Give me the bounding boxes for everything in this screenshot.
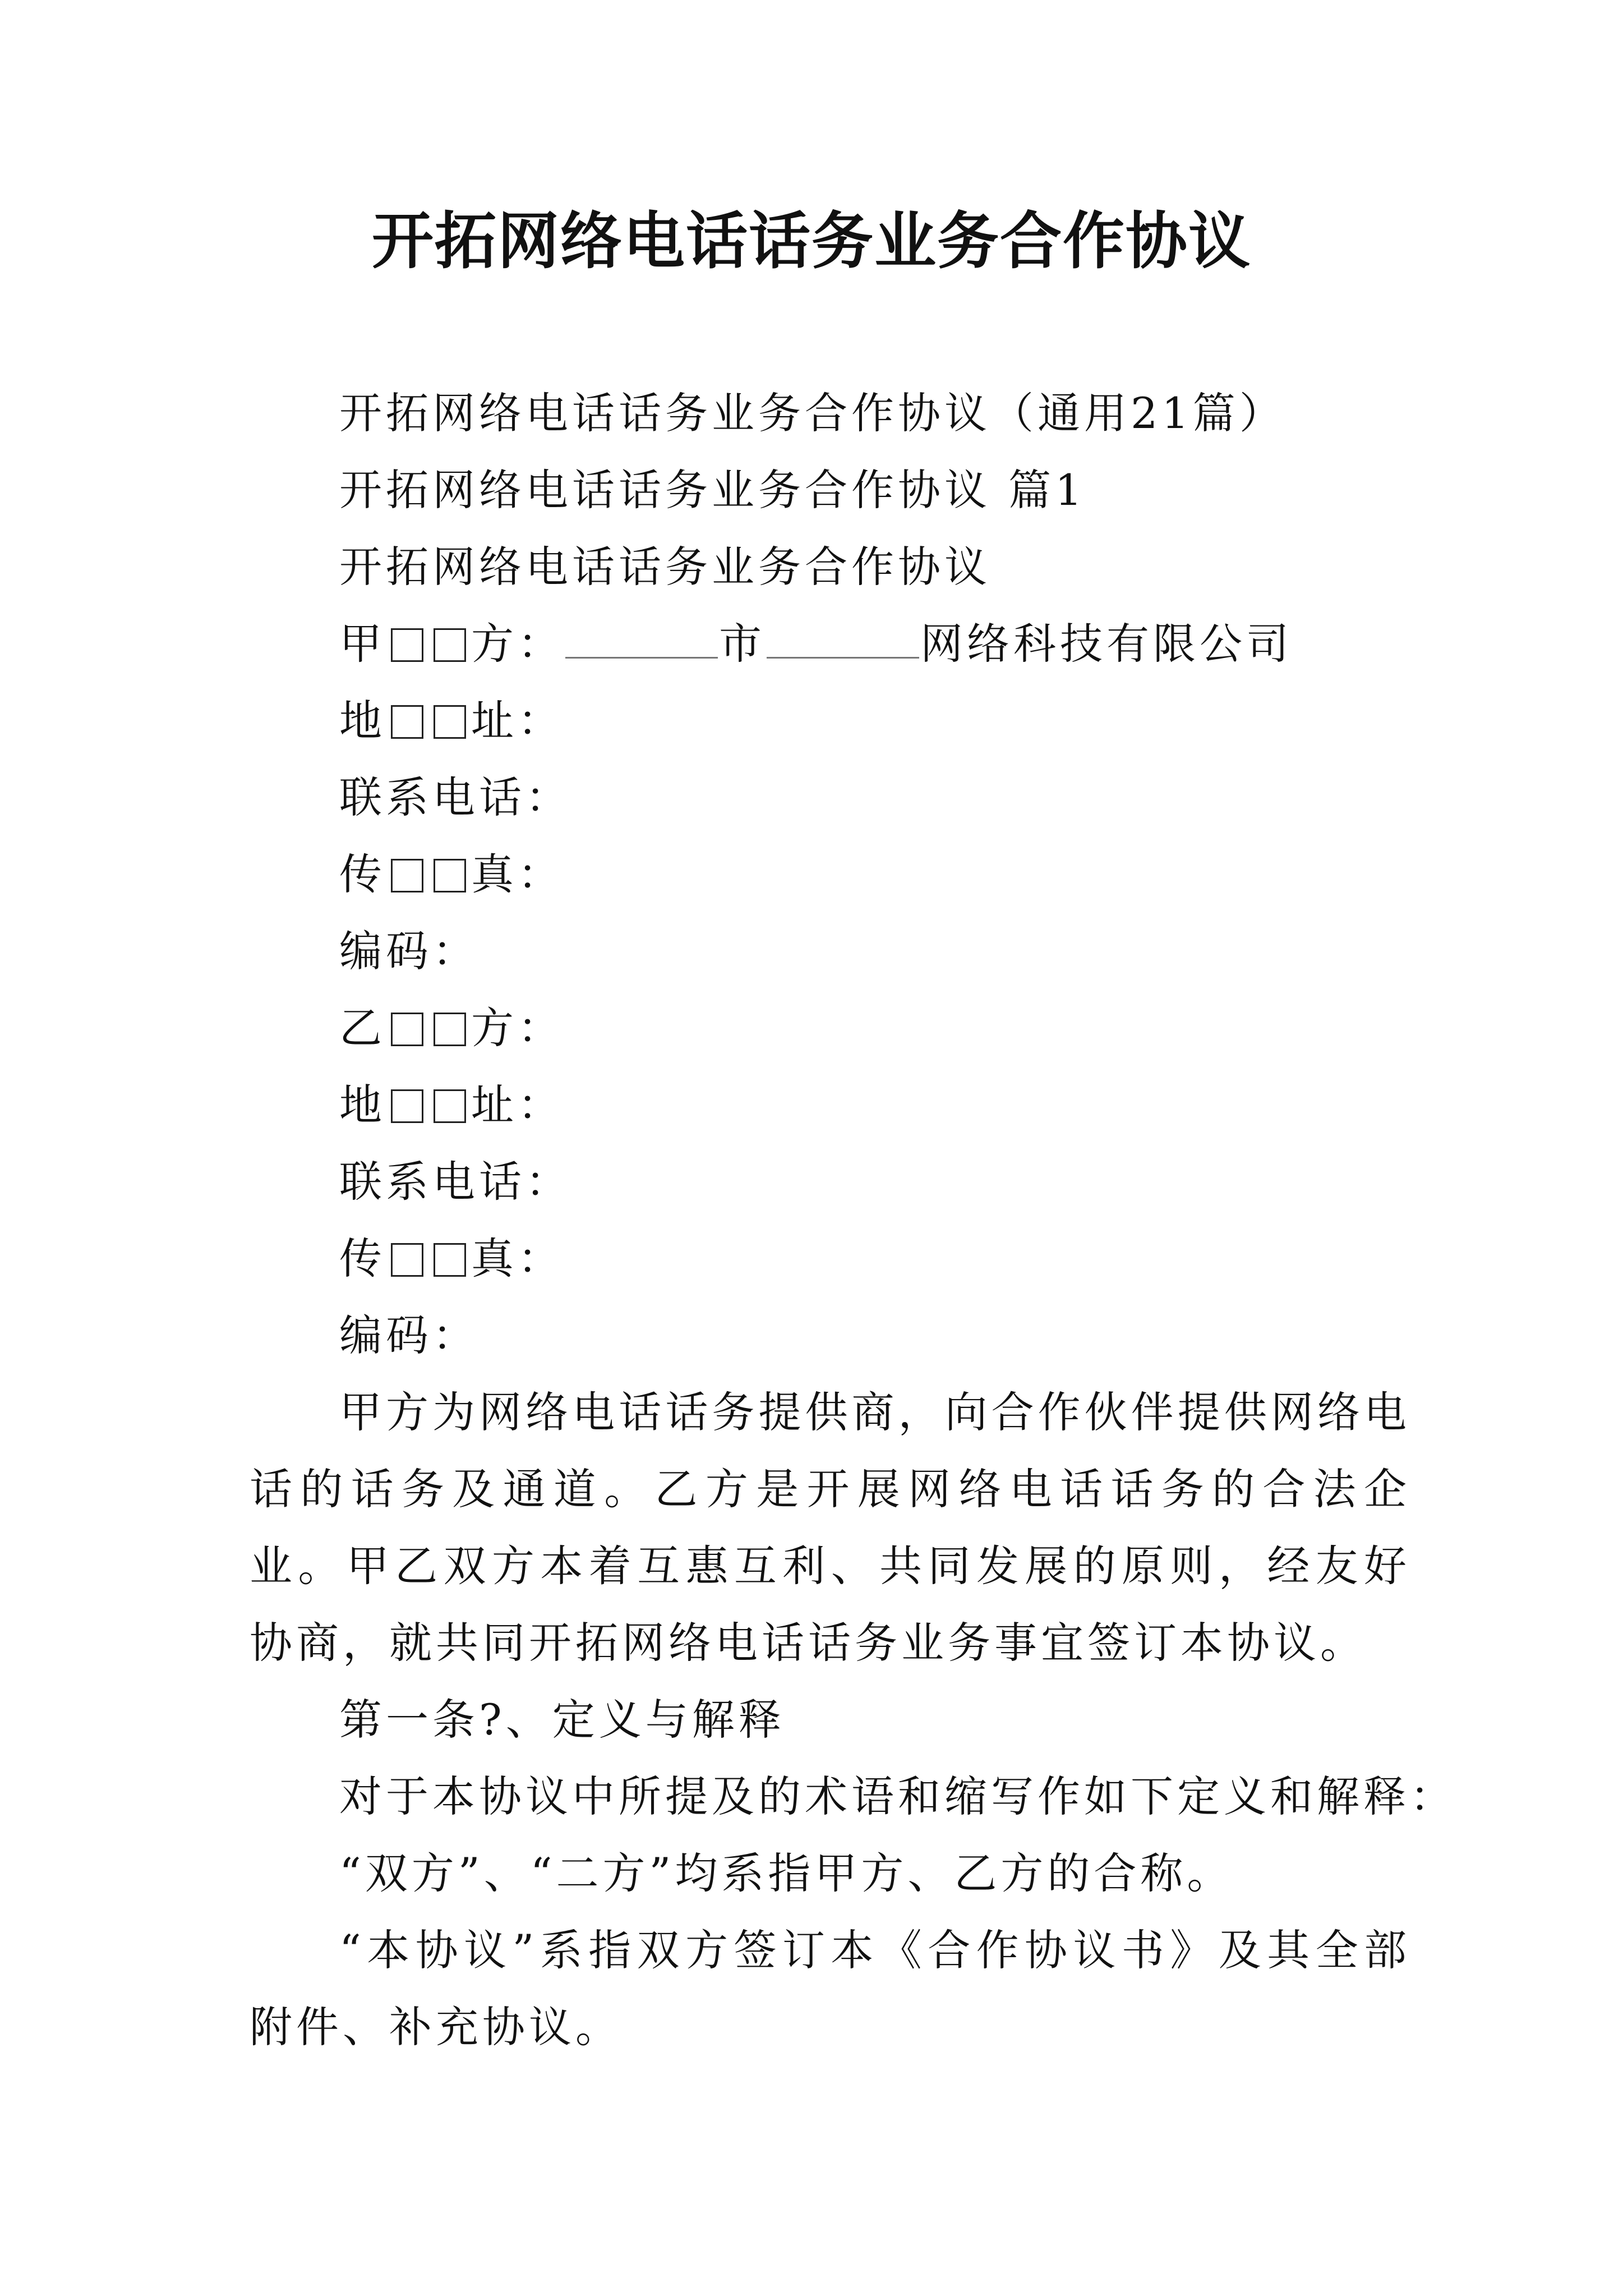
heading-name: 开拓网络电话话务业务合作协议 xyxy=(339,542,991,592)
fax-last: 真： xyxy=(471,1234,564,1283)
city-blank xyxy=(565,620,718,659)
party-a-label-first: 甲 xyxy=(339,619,386,669)
intro-paragraph: 甲方为网络电话话务提供商，向合作伙伴提供网络电话的话务及通道。乙方是开展网络电话话务的合法企业。甲乙双方本着互惠互利、共同发展的原则，经友好协商，就共同开拓网络电话话务业务事宜签订本协议。 xyxy=(250,1387,1410,1668)
party-b-address xyxy=(250,1066,1410,1143)
placeholder-box-icon xyxy=(391,859,423,892)
party-a-address xyxy=(250,682,1410,759)
placeholder-box-icon xyxy=(434,1243,466,1277)
address-last: 址： xyxy=(471,1080,564,1130)
party-a-label-last: 方： xyxy=(471,619,564,669)
document-body xyxy=(250,375,1456,2065)
party-a-postcode: 编码： xyxy=(339,926,479,976)
placeholder-box-icon xyxy=(391,1013,423,1046)
placeholder-box-icon xyxy=(391,628,423,662)
party-b-phone: 联系电话： xyxy=(339,1157,572,1207)
definition-parties: “双方”、“二方”均系指甲方、乙方的合称。 xyxy=(339,1848,1234,1898)
address-last: 址： xyxy=(471,696,564,746)
article-one-title: 第一条?、定义与解释 xyxy=(339,1695,785,1745)
heading-article: 开拓网络电话话务业务合作协议 篇1 xyxy=(339,465,1086,515)
address-first: 地 xyxy=(339,1080,386,1130)
placeholder-box-icon xyxy=(434,705,466,739)
party-b-line xyxy=(250,990,1410,1066)
fax-first: 传 xyxy=(339,1234,386,1283)
placeholder-box-icon xyxy=(391,1243,423,1277)
party-a-phone: 联系电话： xyxy=(339,772,572,822)
party-a-fax xyxy=(250,836,1410,913)
fax-last: 真： xyxy=(471,849,564,899)
fax-first: 传 xyxy=(339,849,386,899)
placeholder-box-icon xyxy=(434,1089,466,1123)
party-b-postcode: 编码： xyxy=(339,1310,479,1360)
party-b-fax xyxy=(250,1220,1410,1297)
placeholder-box-icon xyxy=(434,1013,466,1046)
definitions-intro: 对于本协议中所提及的术语和缩写作如下定义和解释： xyxy=(339,1772,1456,1821)
company-blank xyxy=(767,620,919,659)
address-first: 地 xyxy=(339,696,386,746)
document-title: 开拓网络电话话务业务合作协议 xyxy=(372,205,1251,277)
placeholder-box-icon xyxy=(391,705,423,739)
placeholder-box-icon xyxy=(434,859,466,892)
placeholder-box-icon xyxy=(391,1089,423,1123)
party-a-company-suffix: 网络科技有限公司 xyxy=(920,619,1293,669)
definition-agreement: “本协议”系指双方签订本《合作协议书》及其全部附件、补充协议。 xyxy=(250,1925,1410,2052)
party-b-label-first: 乙 xyxy=(339,1003,386,1053)
party-b-label-last: 方： xyxy=(471,1003,564,1053)
heading-general: 开拓网络电话话务业务合作协议（通用21篇） xyxy=(339,388,1286,438)
placeholder-box-icon xyxy=(434,628,466,662)
party-a-city-suffix: 市 xyxy=(719,619,766,669)
party-a-line xyxy=(250,605,1410,682)
